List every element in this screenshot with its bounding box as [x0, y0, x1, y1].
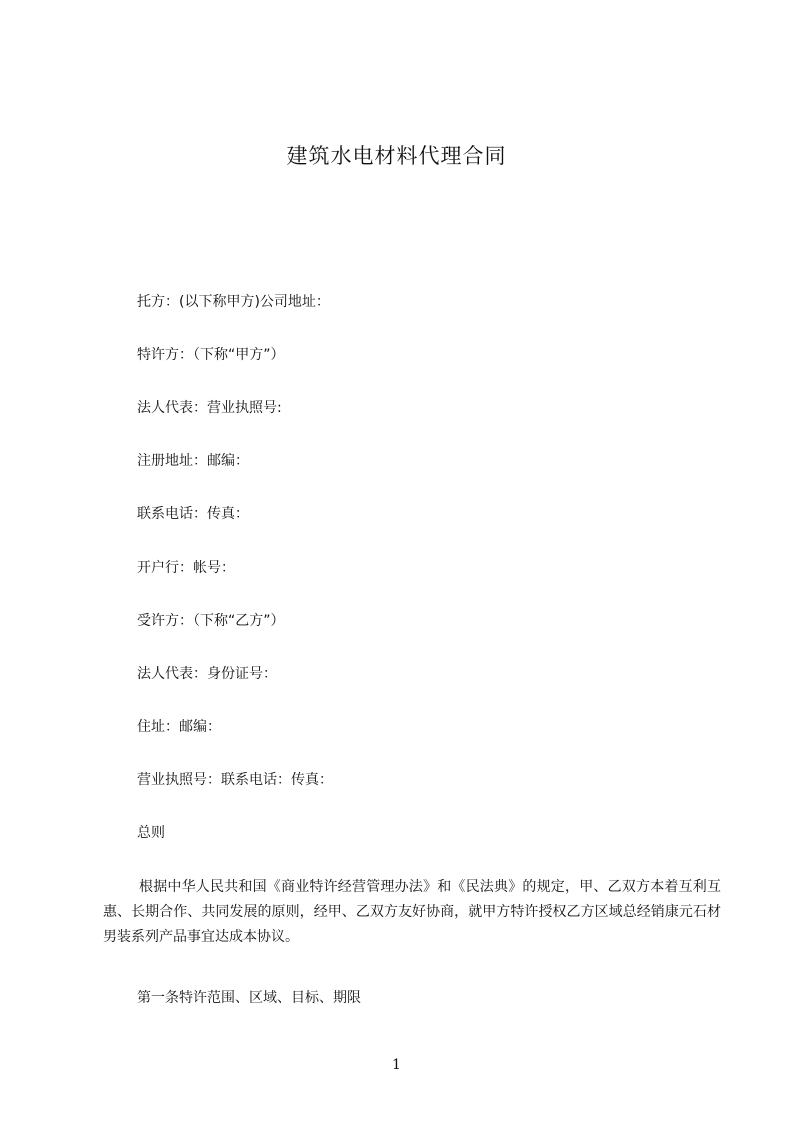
licensor-contact-line: 联系电话：传真： [137, 506, 249, 522]
document-title: 建筑水电材料代理合同 [286, 144, 507, 168]
bank-account-line: 开户行：帐号： [137, 560, 235, 576]
licensor-line: 特许方：（下称“甲方”） [137, 347, 285, 363]
preamble-paragraph: 根据中华人民共和国《商业特许经营管理办法》和《民法典》的规定，甲、乙双方本着互利互惠、长期合作、共同发展的原则，经甲、乙双方友好协商，就甲方特许授权乙方区域总经销康元石材男装系列产品事宜达成本协议。 [103, 879, 721, 945]
article-one-heading: 第一条特许范围、区域、目标、期限 [137, 990, 361, 1006]
page-number: 1 [392, 1057, 401, 1073]
licensor-legal-rep-line: 法人代表：营业执照号: [137, 400, 282, 416]
licensee-address-line: 住址：邮编： [137, 719, 221, 735]
general-provisions-heading: 总则 [137, 825, 165, 841]
registered-address-line: 注册地址：邮编： [137, 453, 249, 469]
licensee-license-contact-line: 营业执照号：联系电话：传真： [137, 772, 333, 788]
licensee-line: 受许方：（下称“乙方”） [137, 613, 285, 629]
licensee-legal-rep-line: 法人代表：身份证号： [137, 666, 277, 682]
principal-party-line: 托方：(以下称甲方)公司地址： [137, 294, 330, 310]
